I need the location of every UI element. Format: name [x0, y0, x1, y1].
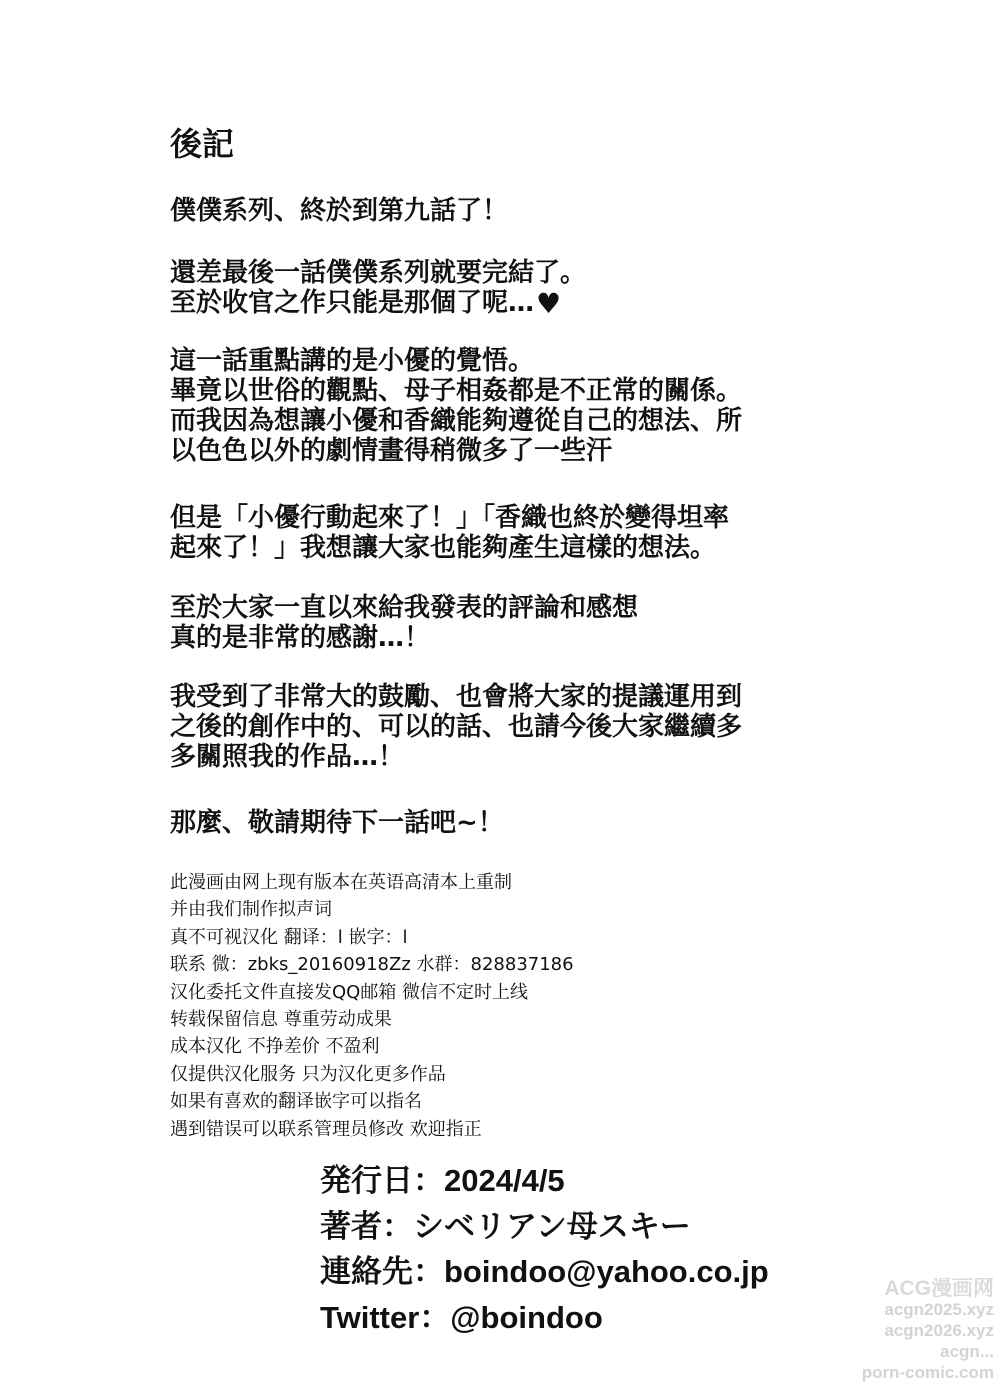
- paragraph-line: 以色色以外的劇情畫得稍微多了一些汗: [170, 436, 613, 466]
- site-watermark: [844, 1278, 994, 1383]
- afterword-title: 後記: [170, 125, 235, 163]
- paragraph-7: [170, 808, 504, 838]
- watermark-line: acgn2026.xyz: [884, 1321, 994, 1340]
- credits-line: 并由我们制作拟声词: [170, 899, 332, 921]
- credits-line: 汉化委托文件直接发QQ邮箱 微信不定时上线: [170, 981, 529, 1003]
- credits-line: 真不可视汉化 翻译：l 嵌字：l: [170, 926, 408, 948]
- credits-line: 联系 微：zbks_20160918Zz 水群：828837186: [170, 954, 574, 976]
- paragraph-line-text: 至於收官之作只能是那個了呢…: [170, 288, 535, 318]
- credits-line: 如果有喜欢的翻译嵌字可以指名: [170, 1091, 422, 1113]
- credits-line: 成本汉化 不挣差价 不盈利: [170, 1036, 380, 1058]
- paragraph-3: [170, 346, 742, 466]
- paragraph-2: [170, 258, 586, 319]
- credits-line: 遇到错误可以联系管理员修改 欢迎指正: [170, 1118, 482, 1140]
- paragraph-line: 起來了！」我想讓大家也能夠產生這樣的想法。: [170, 533, 717, 563]
- twitter-handle: Twitter：@boindoo: [320, 1299, 603, 1335]
- author: 著者：シベリアン母スキー: [320, 1208, 691, 1244]
- heart-icon: ♥: [536, 287, 562, 320]
- watermark-line: acgn...: [940, 1342, 994, 1361]
- credits-line: 此漫画由网上现有版本在英语高清本上重制: [170, 872, 512, 893]
- colophon: [320, 1158, 769, 1340]
- paragraph-line: 多關照我的作品…！: [170, 742, 405, 772]
- paragraph-line: 至於大家一直以來給我發表的評論和感想: [170, 593, 639, 623]
- paragraph-line: 這一話重點講的是小優的覺悟。: [170, 346, 535, 376]
- paragraph-line: 畢竟以世俗的觀點、母子相姦都是不正常的關係。: [170, 376, 743, 406]
- paragraph-6: [170, 682, 742, 772]
- paragraph-line: 之後的創作中的、可以的話、也請今後大家繼續多: [170, 712, 743, 742]
- paragraph-4: [170, 503, 729, 563]
- paragraph-line: 我受到了非常大的鼓勵、也會將大家的提議運用到: [170, 682, 743, 712]
- credits-line: 仅提供汉化服务 只为汉化更多作品: [170, 1063, 446, 1085]
- credits-line: 转载保留信息 尊重劳动成果: [170, 1009, 392, 1031]
- paragraph-line: 僕僕系列、終於到第九話了！: [170, 196, 509, 226]
- paragraph-1: [170, 196, 508, 226]
- watermark-line: porn-comic.com: [861, 1363, 994, 1382]
- paragraph-line: 真的是非常的感謝…！: [170, 623, 431, 653]
- paragraph-line-with-heart: [170, 288, 586, 319]
- watermark-line: ACG漫画网: [884, 1278, 994, 1299]
- paragraph-line: 但是「小優行動起來了！」「香織也終於變得坦率: [170, 503, 730, 533]
- watermark-line: acgn2025.xyz: [884, 1300, 994, 1319]
- paragraph-line: 還差最後一話僕僕系列就要完結了。: [170, 258, 587, 288]
- paragraph-line: 而我因為想讓小優和香織能夠遵從自己的想法、所: [170, 406, 743, 436]
- publish-date: 発行日：2024/4/5: [320, 1163, 565, 1198]
- contact-email: 連絡先：boindoo@yahoo.co.jp: [320, 1254, 769, 1289]
- paragraph-line: 那麼、敬請期待下一話吧~！: [170, 808, 504, 838]
- scanlation-credits: [170, 869, 574, 1143]
- paragraph-5: [170, 593, 638, 653]
